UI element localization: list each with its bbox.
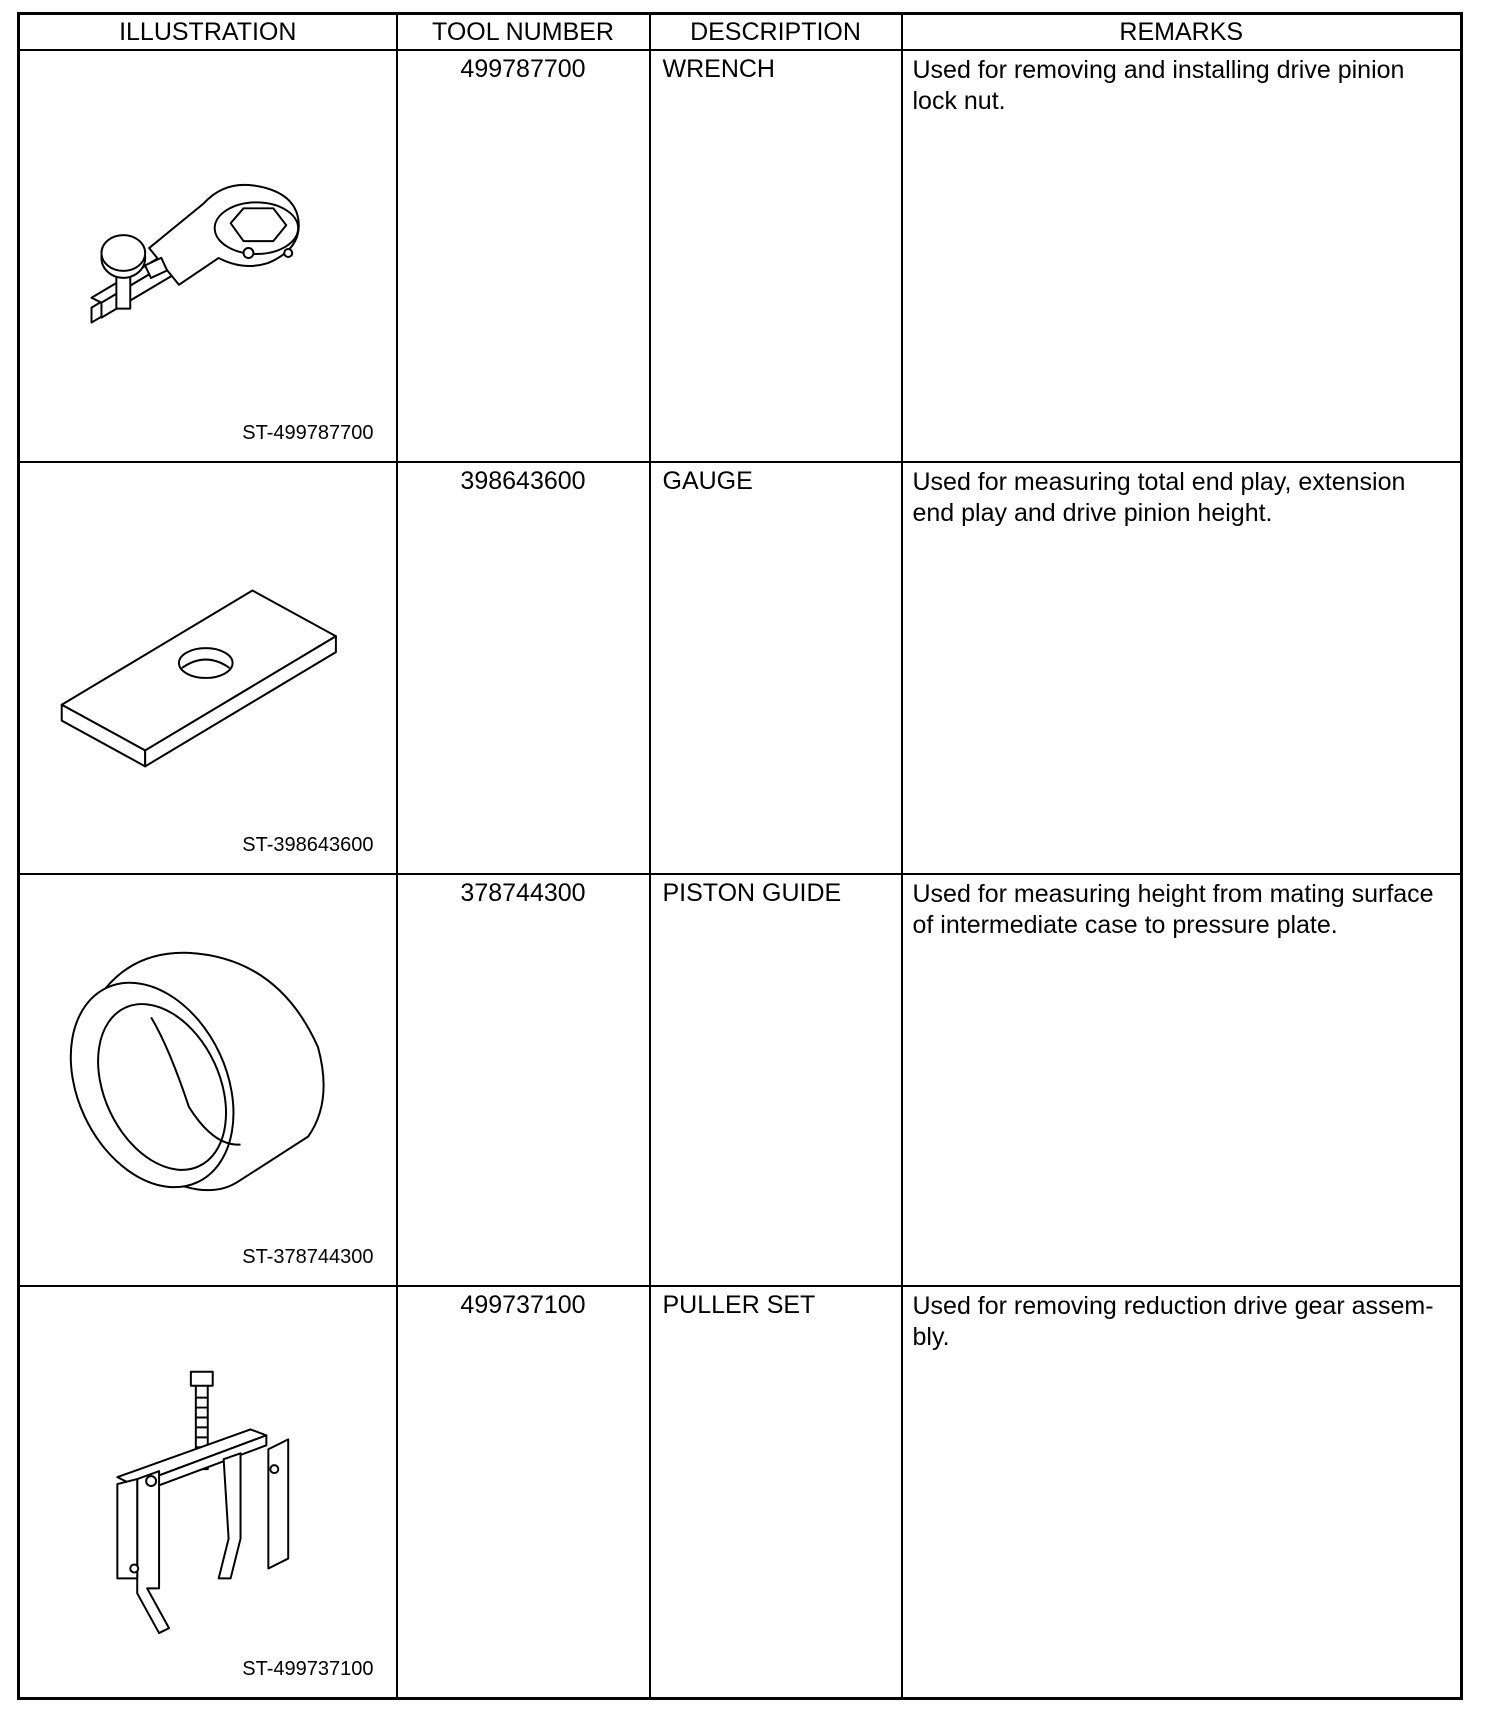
table-row xyxy=(19,874,1462,1286)
remarks-cell: Used for removing reduction drive gear assem-bly. xyxy=(902,1286,1462,1699)
tool-number-cell: 398643600 xyxy=(397,462,650,874)
piston-guide-illustration xyxy=(20,875,396,1285)
description-cell: PULLER SET xyxy=(650,1286,902,1699)
table-row xyxy=(19,1286,1462,1699)
special-tools-table xyxy=(17,12,1463,1700)
header-description: DESCRIPTION xyxy=(650,14,902,51)
illustration-cell xyxy=(19,50,397,462)
illustration-cell xyxy=(19,462,397,874)
wrench-illustration xyxy=(20,51,396,461)
gauge-illustration xyxy=(20,463,396,873)
description-cell: GAUGE xyxy=(650,462,902,874)
puller-set-illustration xyxy=(20,1287,396,1697)
header-remarks: REMARKS xyxy=(902,14,1462,51)
tool-number-cell: 499787700 xyxy=(397,50,650,462)
remarks-cell: Used for measuring height from mating surface of intermediate case to pressure plate. xyxy=(902,874,1462,1286)
table-row xyxy=(19,462,1462,874)
remarks-cell: Used for measuring total end play, extension end play and drive pinion height. xyxy=(902,462,1462,874)
description-cell: WRENCH xyxy=(650,50,902,462)
description-cell: PISTON GUIDE xyxy=(650,874,902,1286)
tool-number-cell: 378744300 xyxy=(397,874,650,1286)
tool-number-cell: 499737100 xyxy=(397,1286,650,1699)
header-illustration: ILLUSTRATION xyxy=(19,14,397,51)
remarks-cell: Used for removing and installing drive pinion lock nut. xyxy=(902,50,1462,462)
illustration-code: ST-398643600 xyxy=(242,834,374,856)
header-tool-number: TOOL NUMBER xyxy=(397,14,650,51)
header-row xyxy=(19,14,1462,51)
illustration-code: ST-499787700 xyxy=(242,422,374,444)
illustration-code: ST-499737100 xyxy=(242,1658,374,1680)
illustration-cell xyxy=(19,1286,397,1699)
illustration-cell xyxy=(19,874,397,1286)
table-row xyxy=(19,50,1462,462)
illustration-code: ST-378744300 xyxy=(242,1246,374,1268)
